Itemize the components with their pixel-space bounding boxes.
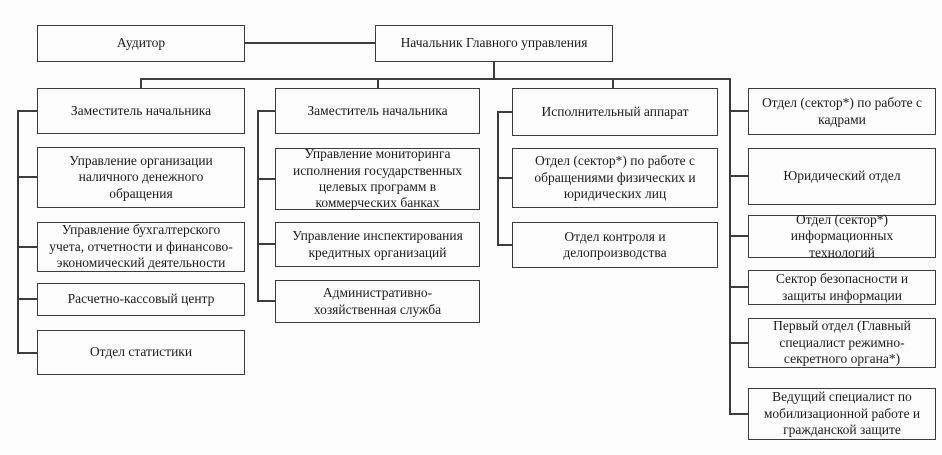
connector-stub bbox=[17, 352, 37, 354]
node-first-department: Первый отдел (Главный специалист режимно-секретного органа*) bbox=[748, 318, 936, 368]
connector-distribution-line bbox=[140, 78, 731, 80]
connector-stub bbox=[257, 300, 275, 302]
connector-spine-col2 bbox=[257, 110, 259, 302]
connector-stub bbox=[729, 342, 748, 344]
node-mobilization-specialist: Ведущий специалист по мобилизационной работе и гражданской защите bbox=[748, 388, 936, 440]
connector-drop-col1 bbox=[140, 78, 142, 89]
node-monitoring-department: Управление мониторинга исполнения государственных целевых программ в коммерческих банках bbox=[275, 148, 480, 210]
connector-stub bbox=[257, 243, 275, 245]
connector-stub bbox=[729, 286, 748, 288]
node-accounting-department: Управление бухгалтерского учета, отчетности и финансово-экономический деятельности bbox=[37, 222, 245, 272]
node-head-of-main-directorate: Начальник Главного управления bbox=[375, 25, 613, 62]
node-executive-apparatus: Исполнительный аппарат bbox=[512, 88, 718, 136]
connector-head-drop bbox=[493, 62, 495, 79]
connector-stub bbox=[729, 110, 748, 112]
node-cash-settlement-center: Расчетно-кассовый центр bbox=[37, 283, 245, 316]
node-cash-circulation-department: Управление организации наличного денежного обращения bbox=[37, 147, 245, 208]
connector-stub bbox=[17, 176, 37, 178]
node-statistics-department: Отдел статистики bbox=[37, 330, 245, 375]
connector-drop-col2 bbox=[377, 78, 379, 89]
node-inspection-department: Управление инспектирования кредитных организаций bbox=[275, 222, 480, 267]
connector-stub bbox=[729, 413, 748, 415]
node-admin-services: Административно-хозяйственная служба bbox=[275, 280, 480, 323]
connector-stub bbox=[729, 175, 748, 177]
node-deputy-2: Заместитель начальника bbox=[275, 88, 480, 134]
connector-stub bbox=[497, 244, 512, 246]
connector-stub bbox=[257, 178, 275, 180]
connector-stub bbox=[497, 111, 512, 113]
connector-stub bbox=[17, 110, 37, 112]
node-control-records-department: Отдел контроля и делопроизводства bbox=[512, 222, 718, 268]
node-auditor: Аудитор bbox=[37, 25, 245, 62]
connector-drop-col3 bbox=[612, 78, 614, 89]
node-deputy-1: Заместитель начальника bbox=[37, 88, 245, 134]
connector-auditor-head bbox=[245, 42, 375, 44]
connector-stub bbox=[17, 246, 37, 248]
connector-stub bbox=[17, 298, 37, 300]
node-hr-department: Отдел (сектор*) по работе с кадрами bbox=[748, 88, 936, 135]
node-citizens-appeals-department: Отдел (сектор*) по работе с обращениями физических и юридических лиц bbox=[512, 148, 718, 208]
node-security-sector: Сектор безопасности и защиты информации bbox=[748, 270, 936, 305]
node-it-department: Отдел (сектор*) информационных технологий bbox=[748, 215, 936, 258]
connector-stub bbox=[257, 110, 275, 112]
node-legal-department: Юридический отдел bbox=[748, 148, 936, 205]
connector-stub bbox=[497, 177, 512, 179]
connector-spine-col1 bbox=[17, 110, 19, 354]
connector-stub bbox=[729, 235, 748, 237]
connector-spine-col4 bbox=[729, 78, 731, 415]
